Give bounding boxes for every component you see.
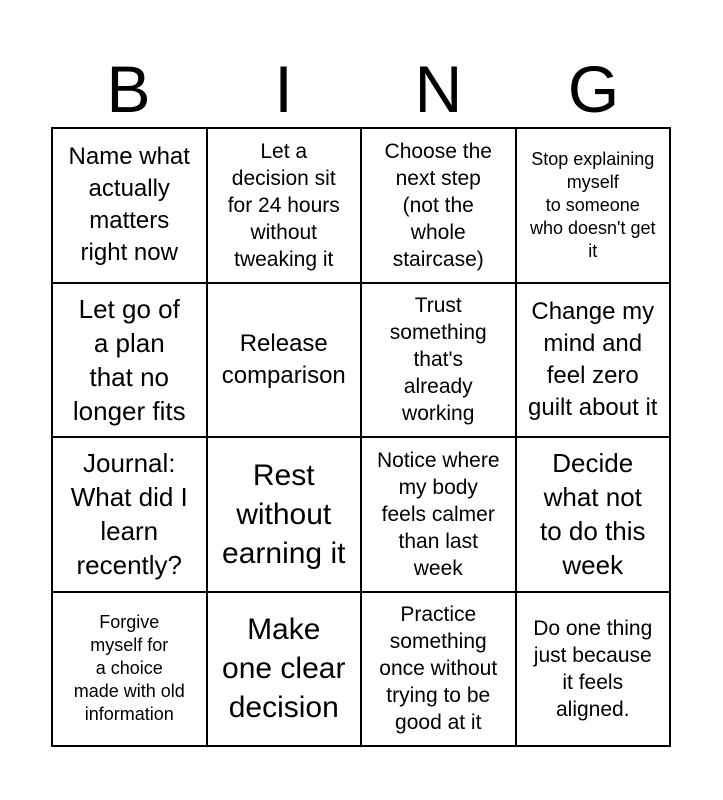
cell-text: Release comparison [221,329,346,389]
cell-text: Let a decision sit for 24 hours without tweaking it [227,139,340,271]
bingo-cell-r2c4[interactable] [516,283,671,438]
bingo-board [51,127,671,747]
bingo-cell-r1c4[interactable] [516,128,671,283]
cell-text: Choose the next step (not the whole staircase) [384,139,492,271]
bingo-cell-r4c2[interactable] [207,592,362,747]
cell-text: Rest without earning it [222,458,346,570]
bingo-cell-r4c4[interactable] [516,592,671,747]
header-letter-n: N [414,52,463,126]
bingo-cell-r2c1[interactable] [52,283,207,438]
cell-text: Decide what not to do this week [539,448,646,581]
bingo-cell-r4c1[interactable] [52,592,207,747]
cell-text: Do one thing just because it feels aligned. [533,616,653,721]
header-letter-b: B [106,52,151,126]
cell-text: Make one clear decision [222,613,346,725]
cell-text: Let go of a plan that no longer fits [72,293,186,426]
cell-text: Trust something that's already working [389,294,487,426]
bingo-cell-r1c3[interactable] [361,128,516,283]
cell-text: Change my mind and feel zero guilt about it [528,297,658,421]
cell-text: Notice where my body feels calmer than last week [376,448,500,580]
bingo-cell-r1c2[interactable] [207,128,362,283]
bingo-header [51,50,671,128]
cell-text: Name what actually matters right now [68,143,190,267]
bingo-cell-r3c1[interactable] [52,437,207,592]
cell-text: Stop explaining myself to someone who doesn't get it [529,148,656,261]
cell-text: Forgive myself for a choice made with old information [73,612,185,725]
cell-text: Journal: What did I learn recently? [70,448,188,581]
bingo-cell-r3c4[interactable] [516,437,671,592]
bingo-cell-r3c3[interactable] [361,437,516,592]
bingo-cell-r2c3[interactable] [361,283,516,438]
header-letter-g: G [567,52,620,126]
bingo-cell-r2c2[interactable] [207,283,362,438]
cell-text: Practice something once without trying to be good at it [379,603,498,735]
bingo-cell-r3c2[interactable] [207,437,362,592]
bingo-cell-r4c3[interactable] [361,592,516,747]
bingo-cell-r1c1[interactable] [52,128,207,283]
header-letter-i: I [274,52,293,126]
